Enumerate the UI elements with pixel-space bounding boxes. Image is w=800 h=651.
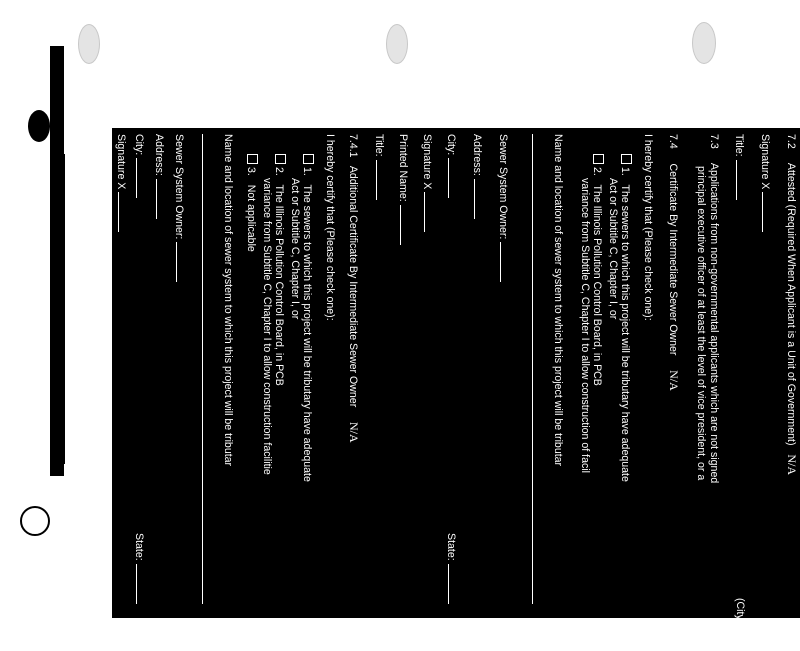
section-7-3: [707, 134, 720, 483]
option-b-1-checkbox[interactable]: [303, 154, 314, 164]
printed-name-field[interactable]: [400, 205, 410, 245]
title-label: Title:: [373, 134, 385, 157]
section-number: 7.4.1: [347, 134, 359, 158]
address-label: Address:: [471, 134, 483, 176]
binder-hole-bottom: [20, 506, 50, 536]
option-text: The sewers to which this project will be tributary have adequate: [301, 184, 313, 482]
option-text-continued: variance from Subtitle C, Chapter I to allow construction of facil: [579, 178, 591, 473]
section-title: Additional Certificate By Intermediate Sewer Owner: [347, 165, 359, 408]
scanned-form-page: [112, 128, 800, 651]
option-number: 1.: [301, 167, 313, 176]
city-field[interactable]: [136, 158, 146, 198]
printed-name-line: [396, 134, 410, 245]
sewer-owner-field[interactable]: [500, 242, 510, 282]
signature-line-3: [114, 134, 128, 232]
section-text-continued: principal executive officer of at least the level of vice president, or a: [695, 166, 707, 481]
city-line: [444, 134, 458, 198]
title-field[interactable]: [736, 160, 746, 200]
printed-name-label: Printed Name:: [397, 134, 409, 202]
state-line-2: [132, 533, 146, 604]
section-7-2-heading: [784, 134, 798, 475]
section-number: 7.4: [667, 134, 679, 149]
address-line: [470, 134, 484, 219]
section-number: 7.3: [708, 134, 720, 149]
sewer-owner-label: Sewer System Owner:: [173, 134, 185, 240]
option-b-2-checkbox[interactable]: [275, 154, 286, 164]
title-line-2: [372, 134, 386, 200]
not-applicable-mark: N/A: [667, 370, 681, 391]
not-applicable-mark: N/A: [785, 454, 799, 476]
sewer-owner-field[interactable]: [176, 242, 186, 282]
state-line: [444, 533, 458, 604]
name-location-label: Name and location of sewer system to which this project will be tributar: [552, 134, 564, 467]
section-title: Certificate By Intermediate Sewer Owner: [667, 163, 679, 356]
city-line-2: [132, 134, 146, 198]
city-label: City:: [445, 134, 457, 156]
signature-label: Signature X: [759, 134, 771, 190]
binder-hole-left: [28, 110, 50, 142]
section-number: 7.2: [785, 134, 797, 149]
city-label: City:: [133, 134, 145, 156]
state-field[interactable]: [136, 564, 146, 604]
option-1-checkbox[interactable]: [621, 154, 632, 164]
title-field[interactable]: [376, 160, 386, 200]
option-b-1: [300, 154, 314, 482]
option-text-continued: Act or Subtitle C, Chapter I, or: [607, 178, 619, 320]
binder-hole-top-right: [692, 22, 716, 64]
signature-label: Signature X: [421, 134, 433, 190]
name-location-field-line: [528, 134, 542, 604]
option-number: 3.: [245, 167, 257, 176]
city-field[interactable]: [448, 158, 458, 198]
sewer-owner-line-2: [172, 134, 186, 282]
city-clerk-note: (City Clerk): [734, 598, 746, 651]
option-text-continued: Act or Subtitle C, Chapter I, or: [289, 178, 301, 320]
state-label: State:: [445, 533, 457, 561]
certify-instruction: I hereby certify that (Please check one):: [642, 134, 654, 321]
option-text-continued: variance from Subtitle C, Chapter I to allow construction facilitie: [261, 178, 273, 475]
option-number: 1.: [619, 167, 631, 176]
signature-field[interactable]: [762, 192, 772, 232]
option-number: 2.: [273, 167, 285, 176]
sewer-owner-label: Sewer System Owner:: [497, 134, 509, 240]
signature-field[interactable]: [118, 192, 128, 232]
address-label: Address:: [153, 134, 165, 176]
signature-line: [758, 134, 772, 232]
option-text: The Illinois Pollution Control Board, in PCB: [273, 184, 285, 386]
option-text: Not applicable: [245, 184, 257, 252]
name-location-label: Name and location of sewer system to which this project will be tributar: [222, 134, 234, 467]
state-field[interactable]: [448, 564, 458, 604]
certify-instruction: I hereby certify that (Please check one):: [324, 134, 336, 321]
option-text: The Illinois Pollution Control Board, in PCB: [591, 184, 603, 386]
option-text: The sewers to which this project will be tributary have adequate: [619, 184, 631, 482]
signature-label: Signature X: [115, 134, 127, 190]
signature-line-2: [420, 134, 434, 232]
option-2: [590, 154, 604, 386]
section-text: Applications from non-governmental applicants which are not signed: [708, 162, 720, 484]
address-line-2: [152, 134, 166, 219]
option-1: [618, 154, 632, 482]
address-field[interactable]: [474, 179, 484, 219]
title-label: Title:: [733, 134, 745, 157]
section-7-4-1-heading: [346, 134, 360, 443]
not-applicable-mark: N/A: [347, 421, 361, 443]
binder-hole-top-center: [386, 24, 408, 64]
title-line: [732, 134, 746, 200]
binder-edge-shadow: [60, 154, 65, 464]
section-title: Attested (Required When Applicant is a Unit of Government): [785, 162, 797, 446]
binder-hole-top-left: [78, 24, 100, 64]
name-location-field-line-2: [198, 134, 212, 604]
state-label: State:: [133, 533, 145, 561]
address-field[interactable]: [156, 179, 166, 219]
option-number: 2.: [591, 167, 603, 176]
option-b-2: [272, 154, 286, 386]
form-content: [112, 128, 800, 651]
section-7-4-heading: [666, 134, 680, 391]
name-location-field[interactable]: [202, 134, 212, 604]
option-b-3-checkbox[interactable]: [247, 154, 258, 164]
signature-field[interactable]: [424, 192, 434, 232]
option-b-3: [244, 154, 258, 252]
sewer-owner-line: [496, 134, 510, 282]
option-2-checkbox[interactable]: [593, 154, 604, 164]
name-location-field[interactable]: [532, 134, 542, 604]
